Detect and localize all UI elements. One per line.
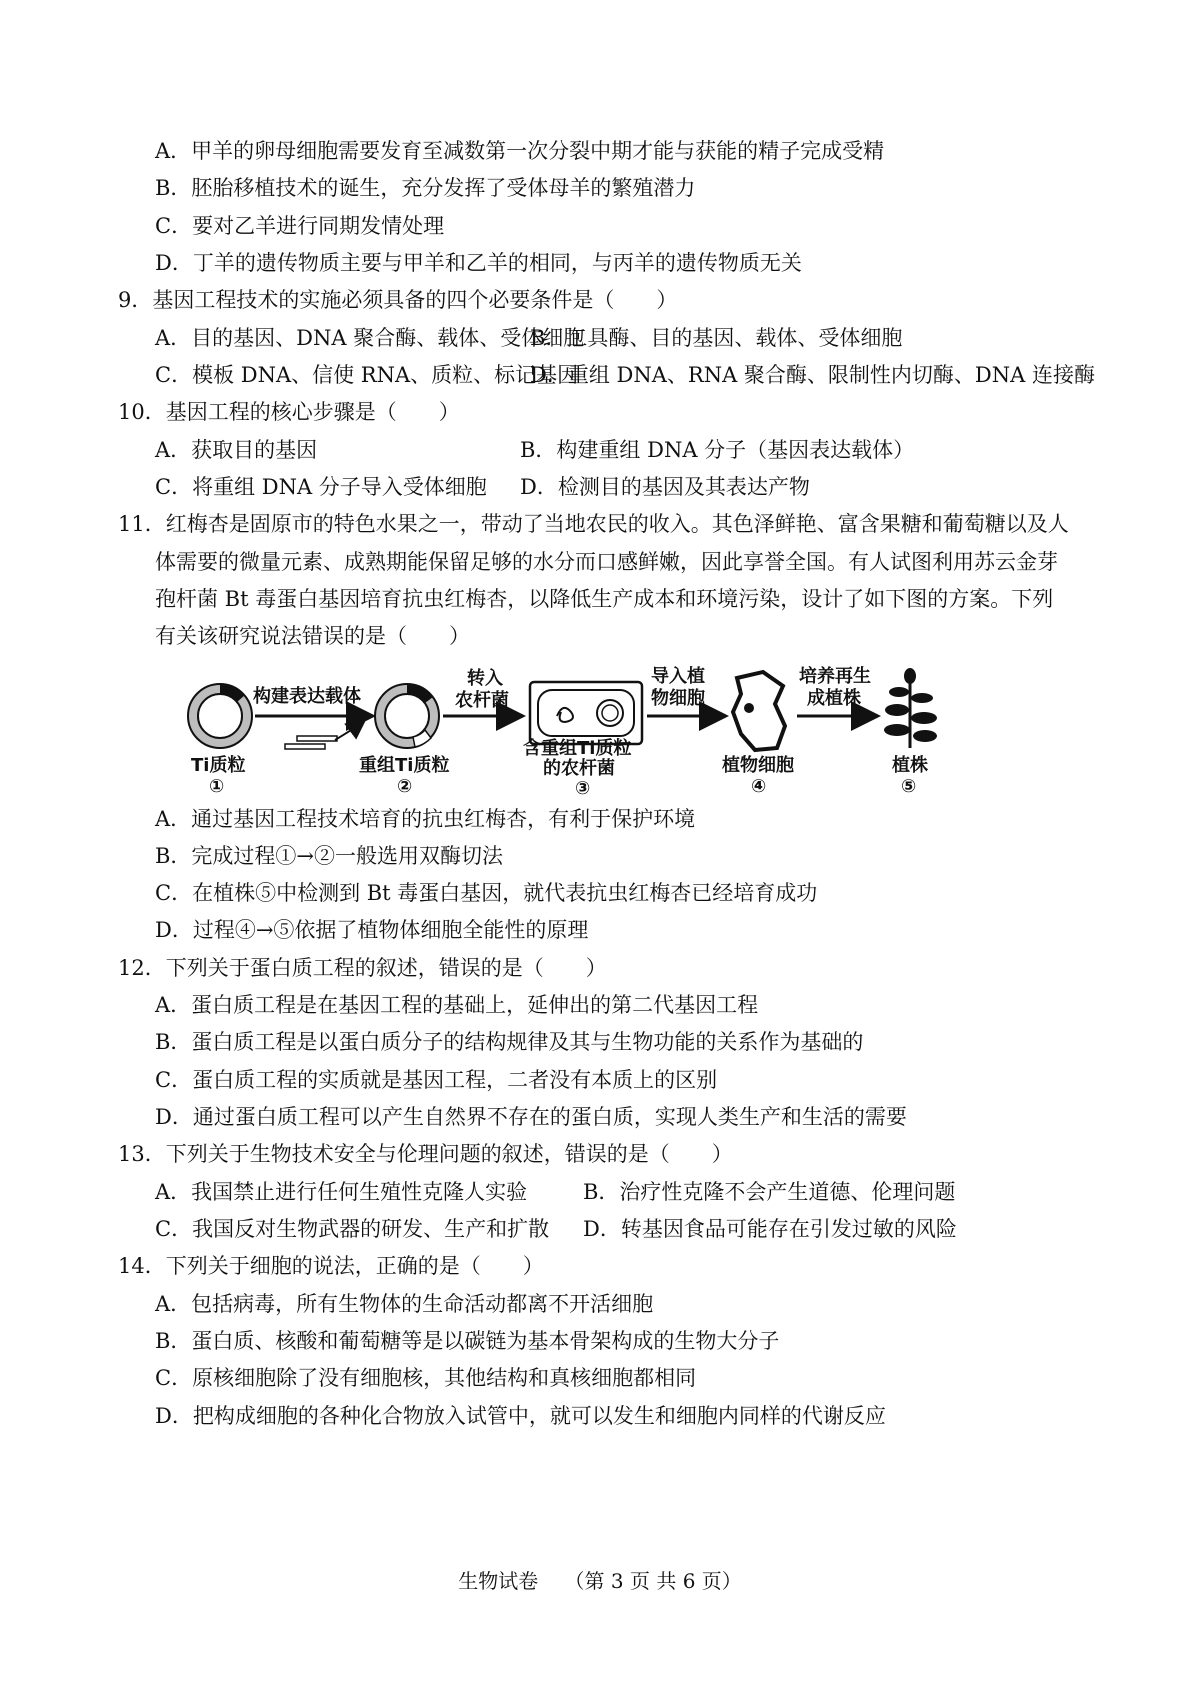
q14-option-d: D．把构成细胞的各种化合物放入试管中，就可以发生和细胞内同样的代谢反应 bbox=[155, 1404, 886, 1428]
q14-option-b: B．蛋白质、核酸和葡萄糖等是以碳链为基本骨架构成的生物大分子 bbox=[155, 1329, 780, 1353]
plant-icon bbox=[884, 668, 937, 748]
q11-option-a: A．通过基因工程技术培育的抗虫红梅杏，有利于保护环境 bbox=[155, 807, 696, 831]
q12-option-a: A．蛋白质工程是在基因工程的基础上，延伸出的第二代基因工程 bbox=[155, 993, 759, 1017]
q12-option-c: C．蛋白质工程的实质就是基因工程，二者没有本质上的区别 bbox=[155, 1068, 718, 1092]
agrobacterium-number: ③ bbox=[575, 778, 591, 799]
ti-plasmid-process-diagram bbox=[185, 664, 1045, 799]
arrow-regenerate-label-2: 成植株 bbox=[807, 688, 861, 709]
plant-cell-number: ④ bbox=[751, 776, 767, 797]
plant-label: 植株 bbox=[892, 755, 928, 776]
q11-option-d: D．过程④→⑤依据了植物体细胞全能性的原理 bbox=[155, 918, 589, 942]
ti-plasmid-number: ① bbox=[209, 776, 225, 797]
q10-option-a: A．获取目的基因 bbox=[155, 438, 318, 462]
q8-option-b: B．胚胎移植技术的诞生，充分发挥了受体母羊的繁殖潜力 bbox=[155, 176, 696, 200]
arrow-transform-label-1: 转入 bbox=[467, 668, 503, 689]
q9-option-c: C．模板 DNA、信使 RNA、质粒、标记基因 bbox=[155, 363, 579, 387]
q8-option-d: D．丁羊的遗传物质主要与甲羊和乙羊的相同，与丙羊的遗传物质无关 bbox=[155, 251, 802, 275]
plant-number: ⑤ bbox=[901, 776, 917, 797]
q10-stem: 10．基因工程的核心步骤是（ ） bbox=[118, 400, 460, 424]
q12-option-b: B．蛋白质工程是以蛋白质分子的结构规律及其与生物功能的关系作为基础的 bbox=[155, 1030, 864, 1054]
plant-cell-label: 植物细胞 bbox=[722, 755, 794, 776]
recombinant-ti-plasmid-icon bbox=[375, 684, 439, 748]
q11-stem-line-2: 体需要的微量元素、成熟期能保留足够的水分而口感鲜嫩，因此享誉全国。有人试图利用苏云金芽 bbox=[155, 550, 1058, 574]
q11-option-c: C．在植株⑤中检测到 Bt 毒蛋白基因，就代表抗虫红梅杏已经培育成功 bbox=[155, 881, 818, 905]
arrow-introduce-label-1: 导入植 bbox=[651, 666, 705, 687]
target-gene-fragment-icon bbox=[285, 722, 363, 749]
arrow-transform-label-2: 农杆菌 bbox=[455, 690, 509, 711]
q13-option-a: A．我国禁止进行任何生殖性克隆人实验 bbox=[155, 1180, 528, 1204]
q13-option-c: C．我国反对生物武器的研发、生产和扩散 bbox=[155, 1217, 550, 1241]
q14-option-c: C．原核细胞除了没有细胞核，其他结构和真核细胞都相同 bbox=[155, 1366, 697, 1390]
q14-stem: 14．下列关于细胞的说法，正确的是（ ） bbox=[118, 1254, 544, 1278]
recombinant-ti-plasmid-number: ② bbox=[397, 776, 413, 797]
arrow-introduce-label-2: 物细胞 bbox=[651, 688, 705, 709]
q11-stem-line-1: 11．红梅杏是固原市的特色水果之一，带动了当地农民的收入。其色泽鲜艳、富含果糖和葡萄糖以及人 bbox=[118, 512, 1069, 536]
q11-stem-line-3: 孢杆菌 Bt 毒蛋白基因培育抗虫红梅杏，以降低生产成本和环境污染，设计了如下图的方案。下列 bbox=[155, 587, 1054, 611]
ti-plasmid-label: Ti质粒 bbox=[191, 755, 246, 776]
arrow-construct-vector-label: 构建表达载体 bbox=[253, 686, 361, 707]
q10-option-c: C．将重组 DNA 分子导入受体细胞 bbox=[155, 475, 487, 499]
recombinant-ti-plasmid-label: 重组Ti质粒 bbox=[359, 755, 450, 776]
agrobacterium-label-2: 的农杆菌 bbox=[543, 758, 615, 779]
q13-stem: 13．下列关于生物技术安全与伦理问题的叙述，错误的是（ ） bbox=[118, 1142, 733, 1166]
q12-option-d: D．通过蛋白质工程可以产生自然界不存在的蛋白质，实现人类生产和生活的需要 bbox=[155, 1105, 907, 1129]
arrow-regenerate-label-1: 培养再生 bbox=[799, 666, 871, 687]
ti-plasmid-icon bbox=[188, 684, 252, 748]
q10-option-d: D．检测目的基因及其表达产物 bbox=[520, 475, 810, 499]
q9-stem: 9．基因工程技术的实施必须具备的四个必要条件是（ ） bbox=[118, 288, 678, 312]
agrobacterium-label-1: 含重组Ti质粒 bbox=[523, 738, 632, 759]
q8-option-a: A．甲羊的卵母细胞需要发育至减数第一次分裂中期才能与获能的精子完成受精 bbox=[155, 139, 885, 163]
q13-option-b: B．治疗性克隆不会产生道德、伦理问题 bbox=[583, 1180, 956, 1204]
plant-cell-icon bbox=[733, 672, 785, 750]
q14-option-a: A．包括病毒，所有生物体的生命活动都离不开活细胞 bbox=[155, 1292, 654, 1316]
q9-option-a: A．目的基因、DNA 聚合酶、载体、受体细胞 bbox=[155, 326, 585, 350]
q13-option-d: D．转基因食品可能存在引发过敏的风险 bbox=[583, 1217, 957, 1241]
q11-option-b: B．完成过程①→②一般选用双酶切法 bbox=[155, 844, 504, 868]
agrobacterium-icon bbox=[530, 682, 642, 744]
q11-stem-line-4: 有关该研究说法错误的是（ ） bbox=[155, 624, 470, 648]
q10-option-b: B．构建重组 DNA 分子（基因表达载体） bbox=[520, 438, 915, 462]
page-footer: 生物试卷 （第 3 页 共 6 页） bbox=[458, 1569, 742, 1593]
q9-option-b: B．工具酶、目的基因、载体、受体细胞 bbox=[530, 326, 903, 350]
q9-option-d: D．重组 DNA、RNA 聚合酶、限制性内切酶、DNA 连接酶 bbox=[530, 363, 1095, 387]
q8-option-c: C．要对乙羊进行同期发情处理 bbox=[155, 214, 445, 238]
q12-stem: 12．下列关于蛋白质工程的叙述，错误的是（ ） bbox=[118, 956, 607, 980]
